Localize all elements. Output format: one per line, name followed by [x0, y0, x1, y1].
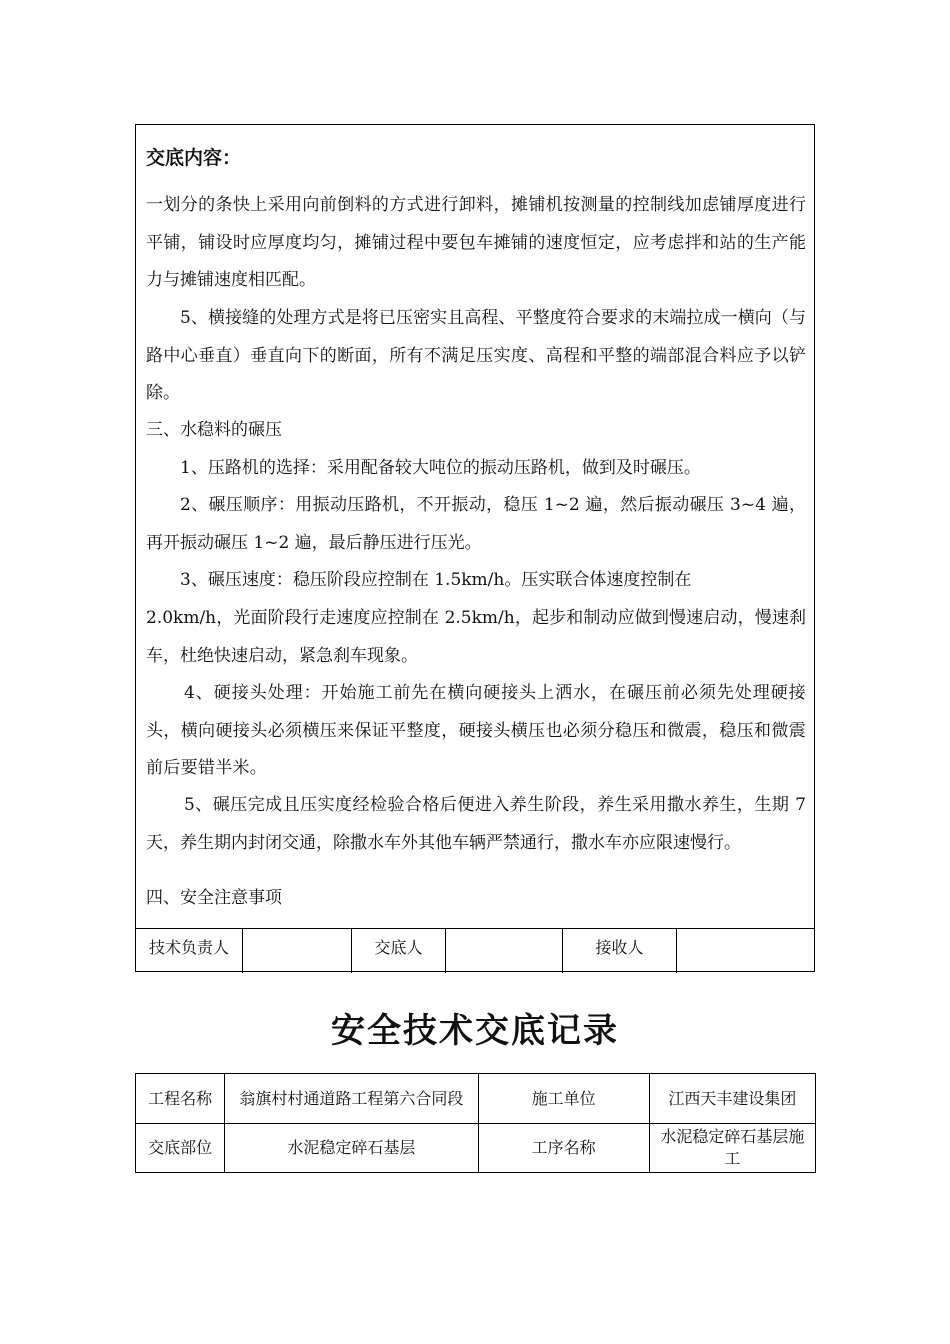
- process-value: 水泥稳定碎石基层施工: [649, 1124, 815, 1173]
- paragraph-spreading: 一划分的条快上采用向前倒料的方式进行卸料，摊铺机按测量的控制线加虑铺厚度进行平铺，铺设时应厚度均匀，摊铺过程中要包车摊铺的速度恒定，应考虑拌和站的生产能力与摊铺速度相匹配。: [146, 195, 806, 290]
- project-name-value: 翁旗村村通道路工程第六合同段: [225, 1074, 478, 1124]
- table-row: [136, 1074, 816, 1124]
- paragraph-rolling-speed: 3、碾压速度：稳压阶段应控制在 1.5km/h。压实联合体速度控制在: [180, 570, 692, 590]
- section-heading-safety: 四、安全注意事项: [146, 888, 282, 908]
- section-heading-compaction: 三、水稳料的碾压: [146, 420, 282, 440]
- tech-lead-label: 技术负责人: [136, 929, 243, 973]
- disclosure-content-box: [135, 124, 815, 972]
- paragraph-rolling-speed-cont: 2.0km/h，光面阶段行走速度应控制在 2.5km/h，起步和制动应做到慢速启动，慢速刹车，杜绝快速启动，紧急刹车现象。: [146, 608, 806, 666]
- paragraph-curing: 5、碾压完成且压实度经检验合格后便进入养生阶段，养生采用撒水养生，生期 7 天，养生期内封闭交通，除撒水车外其他车辆严禁通行，撒水车亦应限速慢行。: [146, 795, 806, 853]
- signature-row: [136, 928, 814, 973]
- info-table: [135, 1073, 816, 1173]
- discloser-label: 交底人: [352, 929, 446, 973]
- project-name-label: 工程名称: [136, 1074, 225, 1124]
- receiver-label: 接收人: [563, 929, 677, 973]
- receiver-field[interactable]: [677, 929, 814, 973]
- location-label: 交底部位: [136, 1124, 225, 1173]
- location-value: 水泥稳定碎石基层: [225, 1124, 478, 1173]
- paragraph-hard-joint: 4、硬接头处理：开始施工前先在横向硬接头上洒水，在碾压前必须先处理硬接头，横向硬接头必须横压来保证平整度，硬接头横压也必须分稳压和微震，稳压和微震前后要错半米。: [146, 683, 806, 778]
- record-title: 安全技术交底记录: [331, 1011, 619, 1051]
- table-row: [136, 1124, 816, 1173]
- content-heading: 交底内容：: [146, 147, 242, 169]
- contractor-value: 江西天丰建设集团: [649, 1074, 815, 1124]
- paragraph-roller-selection: 1、压路机的选择：采用配备较大吨位的振动压路机，做到及时碾压。: [180, 458, 701, 478]
- discloser-field[interactable]: [446, 929, 563, 973]
- tech-lead-field[interactable]: [243, 929, 352, 973]
- paragraph-transverse-joint: 5、横接缝的处理方式是将已压密实且高程、平整度符合要求的末端拉成一横向（与路中心垂直）垂直向下的断面，所有不满足压实度、高程和平整的端部混合料应予以铲除。: [146, 308, 806, 403]
- paragraph-rolling-sequence: 2、碾压顺序：用振动压路机，不开振动，稳压 1~2 遍，然后振动碾压 3~4 遍，再开振动碾压 1~2 遍，最后静压进行压光。: [146, 495, 806, 553]
- contractor-label: 施工单位: [478, 1074, 649, 1124]
- process-label: 工序名称: [478, 1124, 649, 1173]
